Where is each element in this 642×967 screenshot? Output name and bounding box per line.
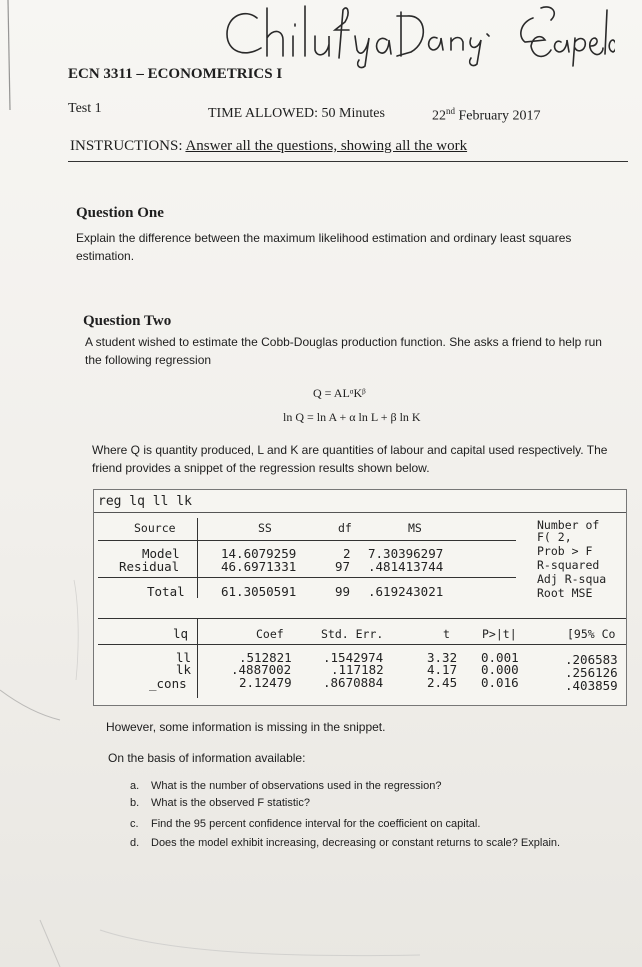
missing-info-note: However, some information is missing in the snippet.: [106, 720, 386, 734]
sub-question-marker: c.: [130, 818, 139, 830]
sub-question-a: What is the number of observations used in the regression?: [151, 780, 442, 792]
coef-header-p: P>|t|: [482, 627, 517, 641]
time-allowed: TIME ALLOWED: 50 Minutes: [208, 106, 385, 121]
coef-header-ci: [95% Co: [567, 627, 616, 641]
instructions: INSTRUCTIONS: Answer all the questions, showing all the work: [70, 138, 468, 154]
anova-source-residual: Residual: [119, 559, 180, 574]
sub-question-marker: a.: [130, 780, 140, 792]
ci-low-cons: .403859: [565, 678, 618, 693]
course-title: ECN 3311 – ECONOMETRICS I: [68, 66, 283, 82]
coef-var-cons: _cons: [149, 676, 187, 691]
sub-question-b: What is the observed F statistic?: [151, 797, 310, 809]
coef-value-lk: .4887002: [231, 662, 292, 677]
coef-header-se: Std. Err.: [321, 627, 384, 641]
anova-source-total: Total: [147, 584, 185, 599]
t-value-lk: 4.17: [427, 662, 458, 677]
p-value-lk: 0.000: [481, 662, 519, 677]
anova-ms-total: .619243021: [368, 584, 444, 599]
stat-label-r-squared: R-squared: [537, 558, 600, 572]
ci-low-ll: .206583: [565, 652, 618, 667]
exam-date: 22nd February 2017: [432, 106, 541, 124]
question-one-text: Explain the difference between the maximum likelihood estimation and ordinary least squares estimation.: [76, 231, 572, 263]
production-function-equation: Q = ALᵅKᵝ: [313, 386, 366, 400]
test-number: Test 1: [68, 101, 102, 116]
log-regression-equation: ln Q = ln A + α ln L + β ln K: [283, 410, 421, 424]
coef-header-var: lq: [173, 626, 189, 641]
variable-definitions: Where Q is quantity produced, L and K are quantities of labour and capital used respectively. The friend provides a snippet of the regression results shown below.: [92, 443, 608, 475]
stat-label-prob-f: Prob > F: [537, 544, 593, 558]
t-value-cons: 2.45: [427, 675, 458, 690]
se-value-lk: .117182: [331, 662, 384, 677]
coef-header-t: t: [443, 627, 450, 641]
sub-question-c: Find the 95 percent confidence interval for the coefficient on capital.: [151, 818, 481, 830]
sub-question-d: Does the model exhibit increasing, decreasing or constant returns to scale? Explain.: [151, 837, 561, 849]
coef-var-ll: ll: [176, 650, 192, 665]
anova-ms-residual: .481413744: [368, 559, 444, 574]
coef-value-ll: .512821: [239, 650, 292, 665]
stat-label-nobs: Number of: [537, 518, 600, 532]
question-two-text: A student wished to estimate the Cobb-Douglas production function. She asks a friend to help run the following regression: [85, 335, 602, 367]
anova-header-df: df: [338, 521, 352, 535]
anova-header-source: Source: [134, 521, 176, 535]
t-value-ll: 3.32: [427, 650, 458, 665]
regression-command: reg lq ll lk: [98, 494, 192, 509]
question-one-heading: Question One: [76, 205, 164, 221]
ci-low-lk: .256126: [565, 665, 618, 680]
anova-header-ss: SS: [258, 521, 272, 535]
anova-ss-model: 14.6079259: [221, 546, 297, 561]
coef-header-coef: Coef: [256, 627, 284, 641]
stat-label-adj-r-squared: Adj R-squa: [537, 572, 607, 586]
se-value-ll: .1542974: [323, 650, 384, 665]
stat-label-root-mse: Root MSE: [537, 586, 593, 600]
anova-header-ms: MS: [408, 521, 422, 535]
anova-source-model: Model: [142, 546, 180, 561]
se-value-cons: .8670884: [323, 675, 384, 690]
anova-df-total: 99: [335, 584, 351, 599]
p-value-ll: 0.001: [481, 650, 519, 665]
stat-label-f: F( 2,: [537, 530, 572, 544]
basis-statement: On the basis of information available:: [108, 751, 306, 765]
anova-ms-model: 7.30396297: [368, 546, 444, 561]
anova-ss-total: 61.3050591: [221, 584, 297, 599]
anova-df-model: 2: [343, 546, 351, 561]
question-two-heading: Question Two: [83, 313, 172, 329]
coef-value-cons: 2.12479: [239, 675, 292, 690]
p-value-cons: 0.016: [481, 675, 519, 690]
sub-question-marker: b.: [130, 797, 140, 809]
anova-ss-residual: 46.6971331: [221, 559, 297, 574]
anova-df-residual: 97: [335, 559, 351, 574]
coef-var-lk: lk: [176, 662, 192, 677]
sub-question-marker: d.: [130, 837, 140, 849]
